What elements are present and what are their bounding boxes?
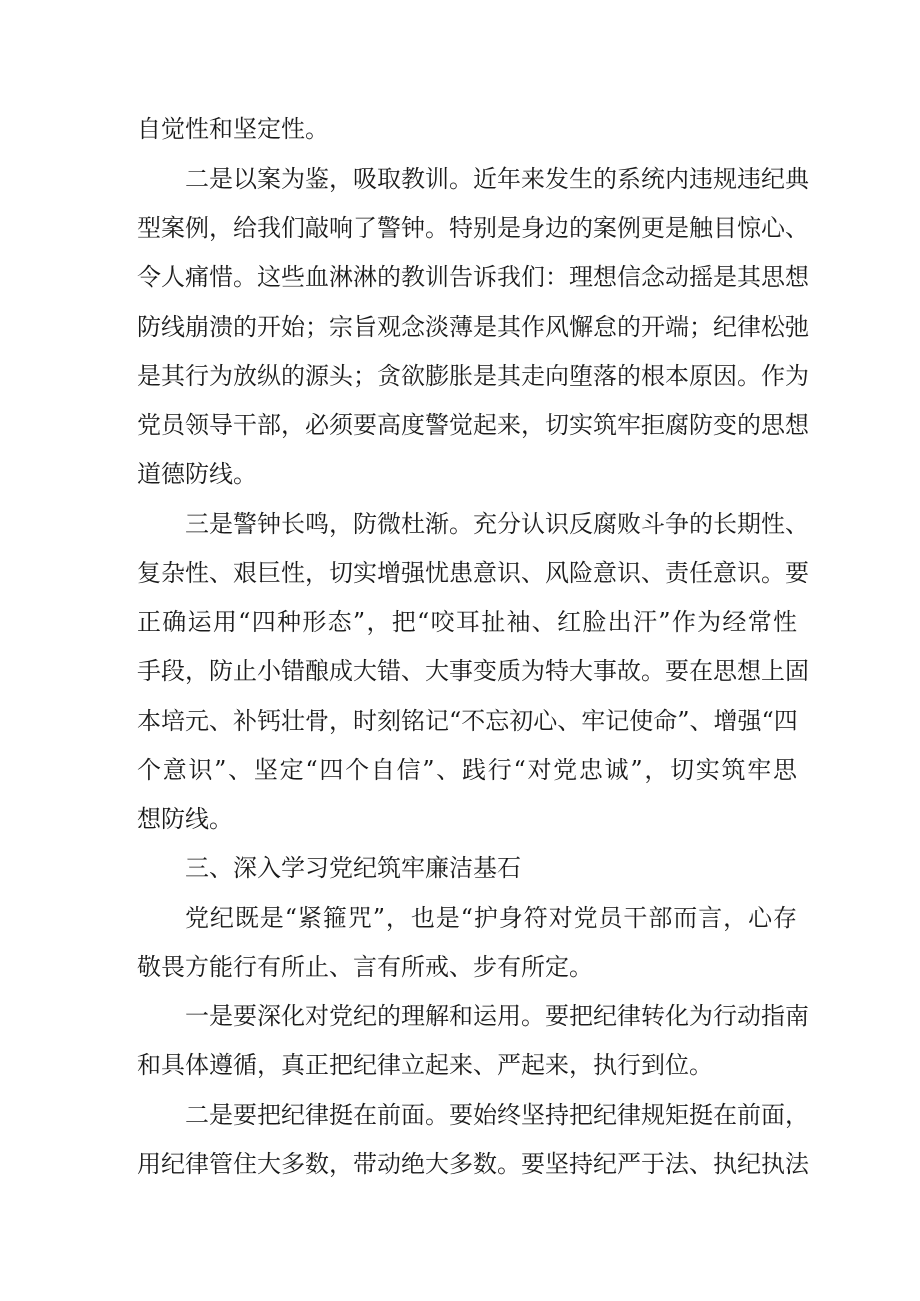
paragraph-first-line: 党纪既是“紧箍咒”，也是“护身符对党员干部而言，心存 [185, 904, 797, 932]
text-line: 个意识”、坚定“四个自信”、践行“对党忠诚”，切实筑牢思 [137, 756, 797, 784]
text-line: 自觉性和坚定性。 [137, 115, 329, 143]
text-line: 想防线。 [137, 805, 233, 833]
text-line: 道德防线。 [137, 460, 257, 488]
text-line: 型案例，给我们敲响了警钟。特别是身边的案例更是触目惊心、 [137, 214, 809, 242]
text-line: 党员领导干部，必须要高度警觉起来，切实筑牢拒腐防变的思想 [137, 411, 809, 439]
paragraph-first-line: 一是要深化对党纪的理解和运用。要把纪律转化为行动指南 [185, 1002, 809, 1030]
paragraph-first-line: 二是要把纪律挺在前面。要始终坚持把纪律规矩挺在前面， [185, 1101, 809, 1129]
text-line: 本培元、补钙壮骨，时刻铭记“不忘初心、牢记使命”、增强“四 [137, 707, 798, 735]
paragraph-first-line: 三是警钟长鸣，防微杜渐。充分认识反腐败斗争的长期性、 [185, 510, 809, 538]
paragraph-first-line: 二是以案为鉴，吸取教训。近年来发生的系统内违规违纪典 [185, 165, 809, 193]
text-line: 复杂性、艰巨性，切实增强忧患意识、风险意识、责任意识。要 [137, 559, 809, 587]
text-line: 是其行为放纵的源头；贪欲膨胀是其走向堕落的根本原因。作为 [137, 362, 809, 390]
text-line: 令人痛惜。这些血淋淋的教训告诉我们：理想信念动摇是其思想 [137, 263, 809, 291]
text-line: 敬畏方能行有所止、言有所戒、步有所定。 [137, 953, 593, 981]
text-line: 和具体遵循，真正把纪律立起来、严起来，执行到位。 [137, 1051, 713, 1079]
text-line: 防线崩溃的开始；宗旨观念淡薄是其作风懈怠的开端；纪律松弛 [137, 313, 809, 341]
text-line: 手段，防止小错酿成大错、大事变质为特大事故。要在思想上固 [137, 657, 809, 685]
text-line: 用纪律管住大多数，带动绝大多数。要坚持纪严于法、执纪执法 [137, 1150, 809, 1178]
section-heading: 三、深入学习党纪筑牢廉洁基石 [185, 854, 521, 882]
text-line: 正确运用“四种形态”，把“咬耳扯袖、红脸出汗”作为经常性 [137, 608, 797, 636]
